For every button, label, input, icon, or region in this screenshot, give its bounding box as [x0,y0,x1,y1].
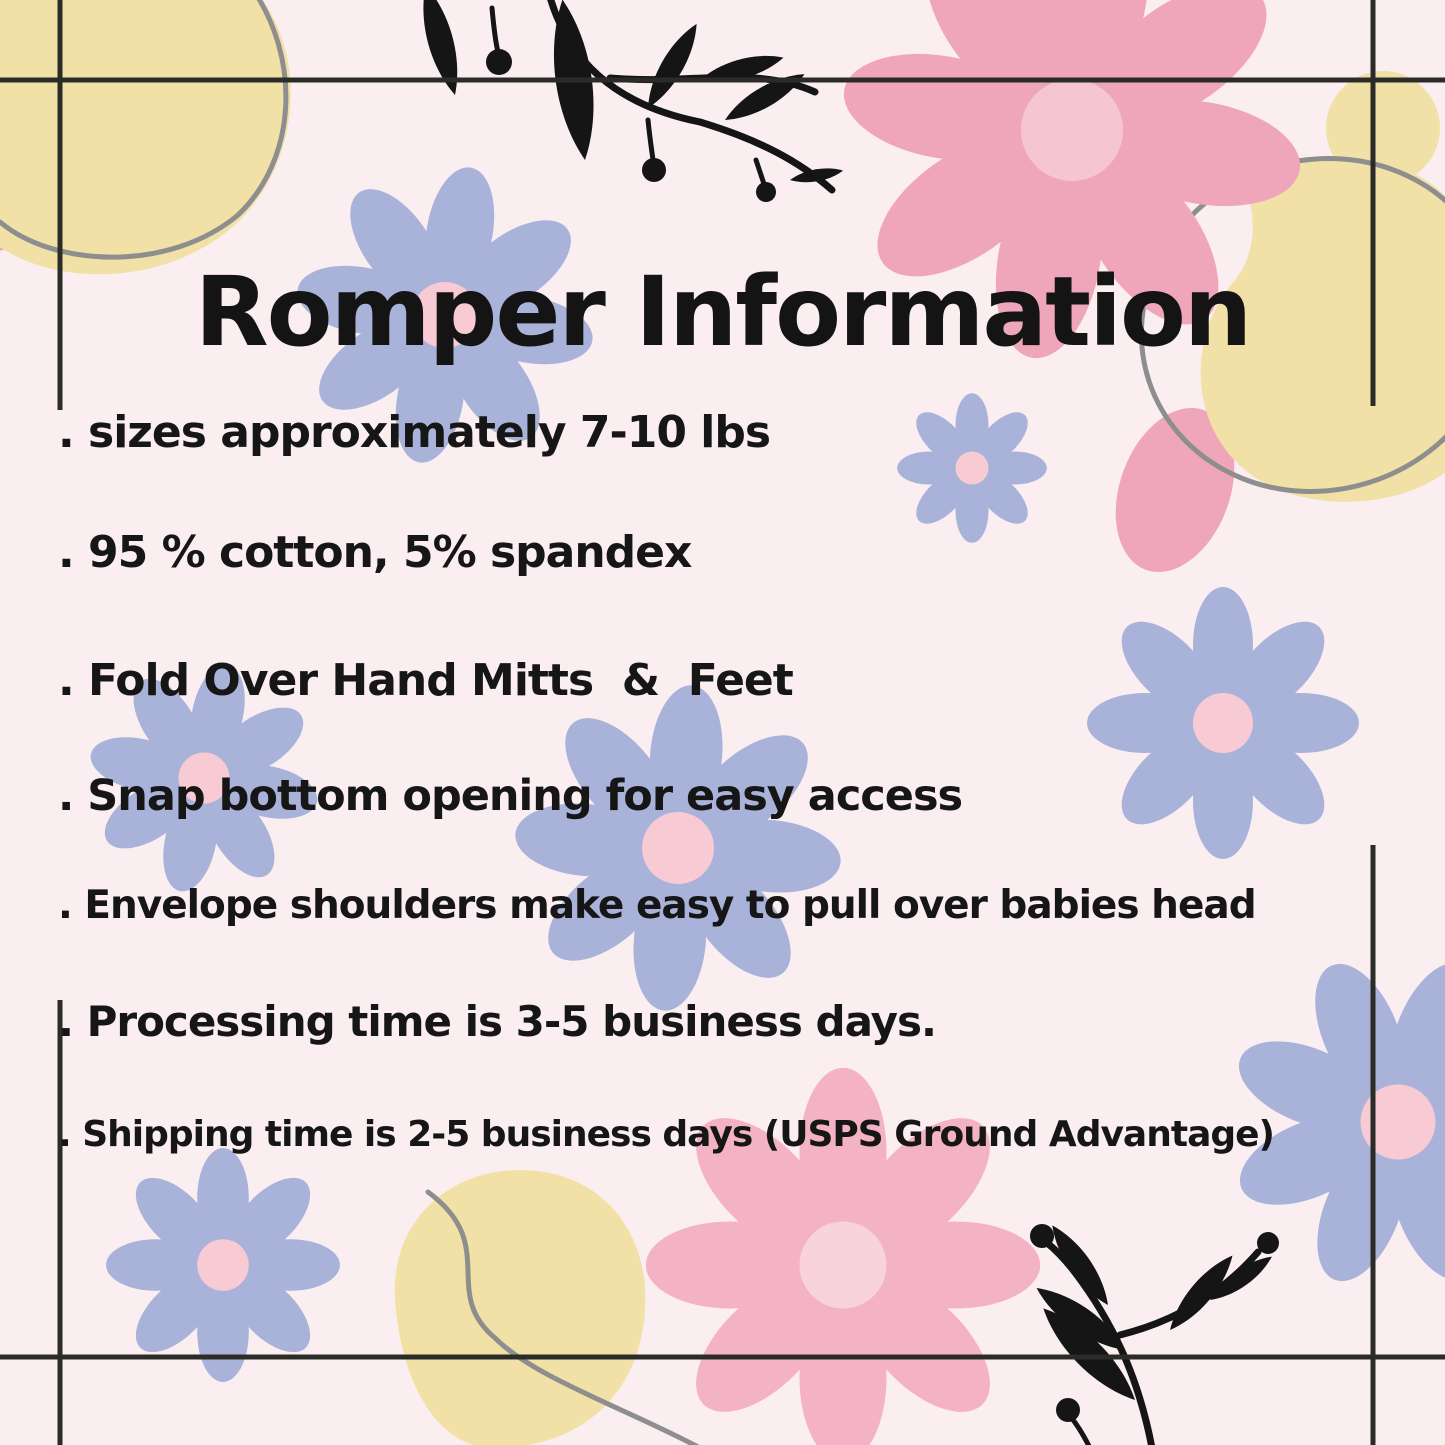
daisy-icon [106,1148,340,1382]
leaf-sprig-icon [1030,1219,1279,1445]
daisy-icon [897,393,1047,543]
info-bullet-fabric: . 95 % cotton, 5% spandex [58,527,692,578]
yellow-blob-top-left [0,0,291,274]
daisy-icon [1087,587,1359,859]
info-bullet-sizes: . sizes approximately 7-10 lbs [58,407,771,458]
info-bullet-shipping-time: . Shipping time is 2-5 business days (USPS Ground Advantage) [58,1114,1274,1155]
info-bullet-envelope-shoulders: . Envelope shoulders make easy to pull over babies head [58,883,1256,928]
info-bullet-processing-time: . Processing time is 3-5 business days. [58,997,936,1046]
page-title: Romper Information [194,256,1251,369]
daisy-icon [501,671,855,1025]
info-bullet-snap-bottom: . Snap bottom opening for easy access [58,771,963,821]
info-bullet-mitts-feet: . Fold Over Hand Mitts & Feet [58,655,793,706]
